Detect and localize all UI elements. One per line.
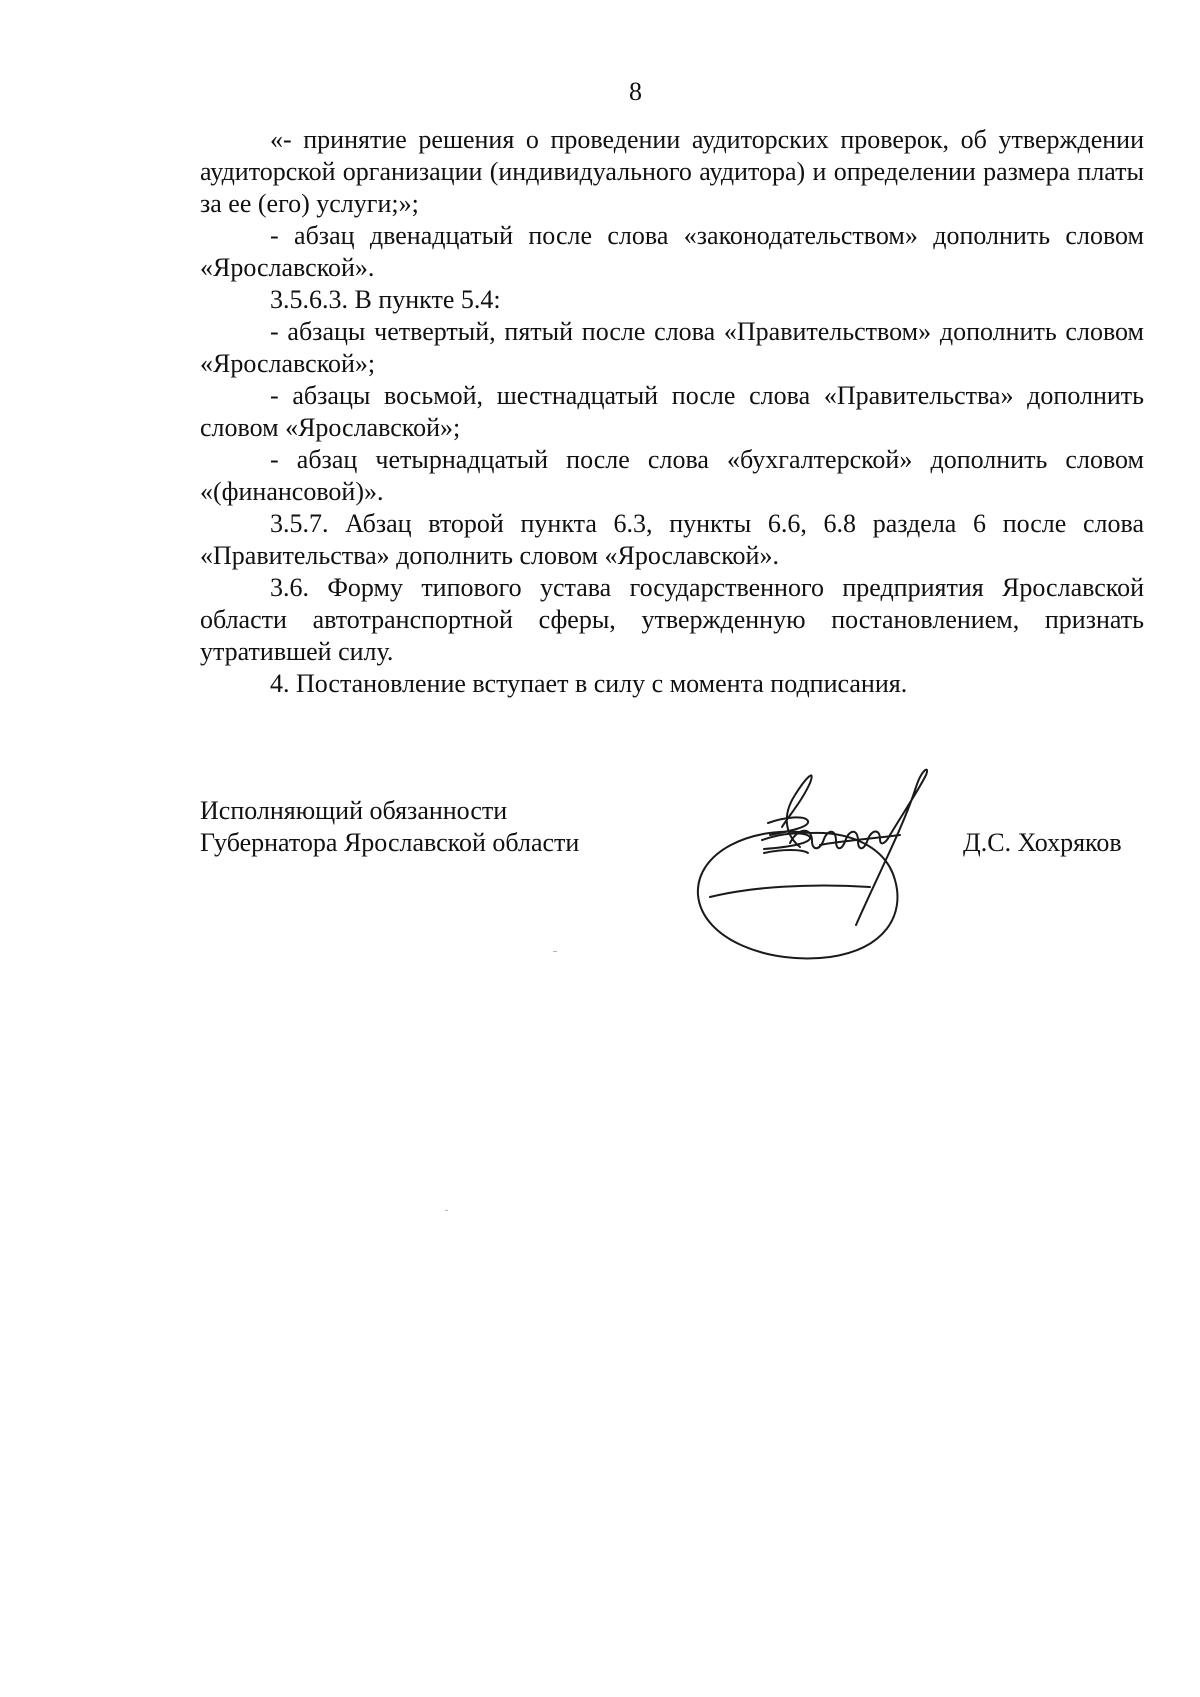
paragraph-fourth-fifth-abzac: - абзацы четвертый, пятый после слова «Правительством» дополнить словом «Ярославской»; — [200, 317, 1144, 378]
signatory-position-line-1: Исполняющий обязанности — [200, 796, 508, 825]
signer-name: Д.С. Хохряков — [963, 828, 1122, 857]
paragraph-item-3-6: 3.6. Форму типового устава государственного предприятия Ярославской области автотранспортной сферы, утвержденную постановлением, признать утратившей силу. — [200, 573, 1144, 666]
signatory-position-line-2: Губернатора Ярославской области — [200, 828, 580, 857]
page-number: 8 — [629, 77, 642, 106]
handwritten-signature — [690, 735, 960, 965]
paragraph-audit-decision: «- принятие решения о проведении аудиторских проверок, об утверждении аудиторской организации (индивидуального аудитора) и определении размера платы за ее (его) услуги;»; — [200, 125, 1144, 218]
paragraph-twelfth-abzac: - абзац двенадцатый после слова «законодательством» дополнить словом «Ярославской». — [200, 221, 1144, 282]
paragraph-eighth-sixteenth-abzac: - абзацы восьмой, шестнадцатый после слова «Правительства» дополнить словом «Ярославской»; — [200, 381, 1144, 442]
paragraph-item-3-5-7: 3.5.7. Абзац второй пункта 6.3, пункты 6.6, 6.8 раздела 6 после слова «Правительства» дополнить словом «Ярославской». — [200, 509, 1144, 570]
signatory-position — [200, 795, 579, 859]
paragraph-item-4: 4. Постановление вступает в силу с момента подписания. — [270, 669, 908, 698]
paragraph-item-3-5-6-3: 3.5.6.3. В пункте 5.4: — [270, 285, 501, 314]
scan-speck — [445, 1210, 448, 1211]
paragraph-fourteenth-abzac: - абзац четырнадцатый после слова «бухгалтерской» дополнить словом «(финансовой)». — [200, 445, 1144, 506]
scan-speck — [553, 951, 557, 952]
document-body — [200, 124, 1144, 700]
